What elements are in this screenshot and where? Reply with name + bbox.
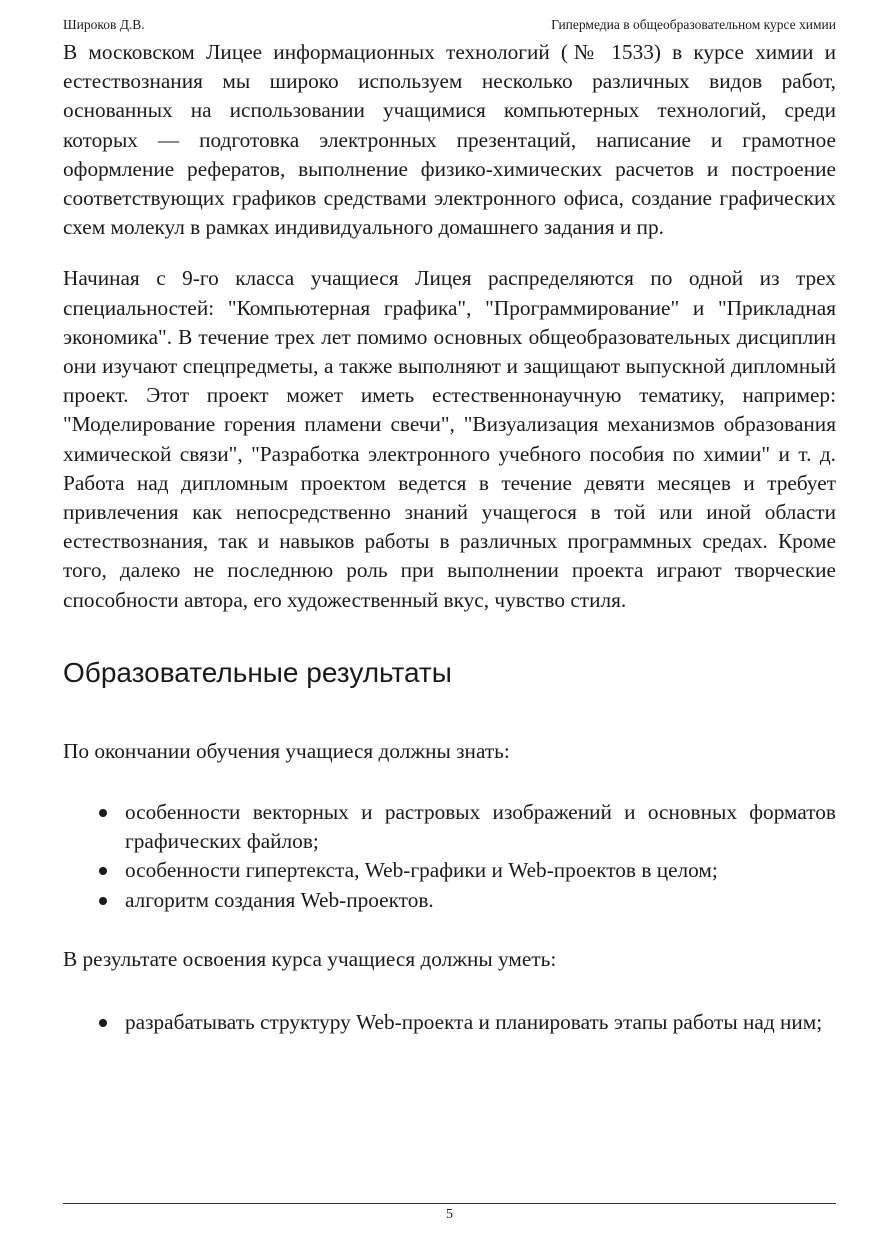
list-item-text: разрабатывать структуру Web-проекта и планировать этапы работы над ним; [125, 1010, 823, 1035]
paragraph-specialties: Начиная с 9-го класса учащиеся Лицея распределяются по одной из трех специальностей: "Компьютерная графика", "Программирование" и "Прикладная экономика". В течение трех лет помимо основных общеобразовательных дисциплин они изучают спецпредметы, а также выполняют и защищают выпускной дипломный проект. Этот проект может иметь естественнонаучную тематику, например: "Моделирование горения пламени свечи", "Визуализация механизмов образования химической связи", "Разработка электронного учебного пособия по химии" и т. д. Работа над дипломным проектом ведется в течение девяти месяцев и требует привлечения как непосредственно знаний учащегося в той или иной области естествознания, так и навыков работы в различных программных средах. Кроме того, далеко не последнюю роль при выполнении проекта играют творческие способности автора, его художественный вкус, чувство стиля. [63, 266, 836, 612]
list-item [125, 886, 836, 915]
list-item-text: особенности гипертекста, Web-графики и Web-проектов в целом; [125, 858, 718, 883]
bullet-icon [99, 809, 107, 817]
know-intro: По окончании обучения учащиеся должны знать: [63, 738, 510, 763]
bullet-icon [99, 1019, 107, 1027]
footer-divider [63, 1203, 836, 1204]
bullet-icon [99, 897, 107, 905]
list-item [125, 1008, 836, 1037]
paragraph-intro: В московском Лицее информационных технологий (№ 1533) в курсе химии и естествознания мы широко используем несколько различных видов работ, основанных на использовании учащимися компьютерных технологий, среди которых — подготовка электронных презентаций, написание и грамотное оформление рефератов, выполнение физико-химических расчетов и построение соответствующих графиков средствами электронного офиса, создание графических схем молекул в рамках индивидуального домашнего задания и пр. [63, 40, 836, 240]
able-list [63, 1008, 836, 1037]
list-item [125, 856, 836, 885]
body-text [63, 38, 836, 1037]
document-page [63, 0, 836, 1241]
bullet-icon [99, 867, 107, 875]
running-header [63, 17, 836, 33]
able-intro: В результате освоения курса учащиеся должны уметь: [63, 946, 557, 971]
header-author: Широков Д.В. [63, 17, 145, 32]
list-item [125, 798, 836, 856]
page-number: 5 [446, 1207, 453, 1222]
list-item-text: особенности векторных и растровых изображений и основных форматов графических файлов; [125, 800, 836, 854]
header-title: Гипермедиа в общеобразовательном курсе химии [551, 17, 836, 32]
list-item-text: алгоритм создания Web-проектов. [125, 887, 434, 912]
know-list [63, 798, 836, 915]
section-heading: Образовательные результаты [63, 656, 452, 688]
